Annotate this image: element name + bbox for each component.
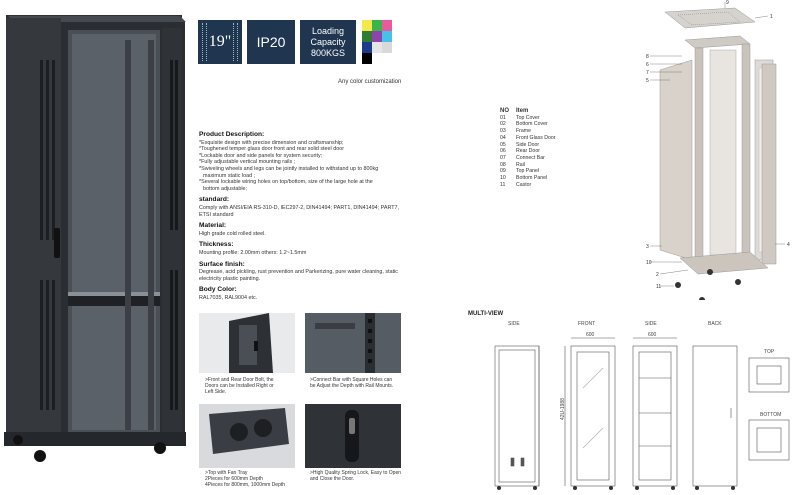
item-no: 11 (500, 181, 506, 188)
color-heading: Body Color: (199, 286, 237, 294)
item-no: 09 (500, 168, 506, 175)
material-heading: Material: (199, 222, 227, 230)
item-name: Front Glass Door (516, 134, 556, 141)
part-number-label: 8 (646, 54, 649, 60)
view-label-back: BACK (708, 321, 722, 327)
color-swatch (362, 42, 372, 53)
thickness-heading: Thickness: (199, 241, 234, 249)
item-row (500, 182, 556, 189)
loading-line-2: Capacity (310, 36, 346, 47)
caption-line: >Connect Bar with Square Holes can (310, 377, 393, 383)
item-no: 08 (500, 161, 506, 168)
color-swatch-grid (362, 20, 392, 64)
color-text: RAL7035, RAL9004 etc. (199, 294, 258, 301)
item-row (500, 148, 556, 155)
item-row (500, 135, 556, 142)
width-dimension: 600 (586, 332, 595, 338)
caption-line: Doors can be Installed Right or (205, 383, 274, 389)
item-name: Bottom Cover (516, 121, 548, 128)
product-line: *Lockable door and side panels for system security; (199, 152, 323, 159)
item-name: Rail (516, 161, 525, 168)
color-swatch (372, 31, 382, 42)
product-description (199, 129, 409, 301)
part-number-label: 1 (770, 14, 773, 20)
loading-line-3: 800KGS (310, 47, 345, 58)
item-no: 06 (500, 148, 506, 155)
fan-tray-photo (199, 404, 295, 468)
bottom-view-label: BOTTOM (760, 412, 782, 418)
item-table (500, 108, 556, 188)
color-swatch (372, 20, 382, 31)
item-row (500, 175, 556, 182)
color-swatch (372, 42, 382, 53)
view-label-front: FRONT (578, 321, 596, 327)
caption-line: be Adjust the Depth with Rail Mounts. (310, 383, 394, 389)
product-line: *Swiveling wheels and legs can be jointly installed to withstand up to 800kg (199, 165, 379, 172)
item-row (500, 168, 556, 175)
loading-capacity-badge (300, 20, 356, 64)
color-swatch (362, 20, 372, 31)
caption-line: and Close the Door. (310, 476, 355, 482)
spring-lock-photo (305, 404, 401, 468)
customization-caption: Any color customization (338, 79, 402, 85)
rack-size-text: 19" (208, 33, 232, 50)
surface-text: Degrease, acid pickling, rust prevention and Parkerizing, pure water cleaning, static electricity plastic painting. (199, 269, 398, 282)
multi-view-title: MULTI-VIEW (468, 311, 504, 317)
rack-size-badge (198, 20, 242, 64)
caption-line: >Top with Fan Tray (205, 470, 248, 476)
top-view-label: TOP (764, 349, 775, 355)
item-no: 05 (500, 141, 506, 148)
color-swatch (382, 53, 392, 64)
product-line: maximum static load ; (203, 172, 256, 179)
color-swatch (362, 31, 372, 42)
product-line: bottom adjustable; (203, 185, 248, 192)
part-number-label: 9 (726, 0, 729, 6)
part-number-label: 4 (787, 242, 790, 248)
door-bolt-photo (199, 313, 295, 373)
caption-line: >High Quality Spring Lock, Easy to Open (310, 470, 402, 476)
item-no: 04 (500, 134, 506, 141)
spring-lock-illustration (305, 404, 401, 468)
product-line: *Exquisite design with precise dimension and craftsmanship; (199, 139, 344, 146)
ip-rating-text: IP20 (256, 34, 286, 50)
item-no: 07 (500, 154, 506, 161)
part-number-label: 3 (646, 244, 649, 250)
multi-view-drawing (485, 328, 795, 493)
item-name: Rear Door (516, 148, 540, 155)
item-row (500, 155, 556, 162)
depth-dimension: 600 (648, 332, 657, 338)
item-table-header (500, 108, 556, 115)
item-row (500, 142, 556, 149)
item-name: Castor (516, 181, 532, 188)
view-label-side-right: SIDE (645, 321, 657, 327)
item-name: Top Panel (516, 168, 540, 175)
connect-bar-illustration (305, 313, 401, 373)
color-swatch (382, 31, 392, 42)
product-line: *Toughened temper glass door front and rear solid steel door (199, 146, 345, 153)
item-no: 03 (500, 128, 506, 135)
item-name: Bottom Panel (516, 175, 548, 182)
item-no: 02 (500, 121, 506, 128)
height-dimension: 42U-1988 (560, 398, 566, 420)
item-row (500, 115, 556, 122)
connect-bar-photo (305, 313, 401, 373)
color-swatch (372, 53, 382, 64)
part-number-label: 6 (646, 62, 649, 68)
part-number-label: 2 (656, 272, 659, 278)
part-number-label: 5 (646, 78, 649, 84)
product-line: *Fully adjustable vertical mounting rails ; (199, 159, 296, 166)
exploded-view-diagram (610, 0, 800, 300)
part-number-label: 10 (646, 260, 652, 266)
item-name: Connect Bar (516, 154, 545, 161)
item-name: Side Door (516, 141, 540, 148)
fan-tray-caption (205, 470, 285, 488)
loading-line-1: Loading (311, 25, 345, 36)
product-line: *Several lockable wiring holes on top/bottom, size of the large hole at the (199, 179, 373, 186)
color-swatch (382, 20, 392, 31)
spring-lock-caption (310, 470, 401, 482)
header-item: Item (516, 108, 529, 114)
surface-heading: Surface finish: (199, 260, 245, 268)
material-text: High grade cold rolled steel. (199, 230, 266, 237)
caption-line: 2Pieces for 600mm Depth (205, 476, 263, 482)
part-number-label: 7 (646, 70, 649, 76)
cabinet-photo (0, 0, 190, 470)
color-swatch (382, 42, 392, 53)
item-row (500, 128, 556, 135)
view-label-side-left: SIDE (508, 321, 520, 327)
caption-line: Left Side. (205, 389, 227, 395)
color-swatch (362, 53, 372, 64)
item-name: Frame (516, 128, 531, 135)
caption-line: >Front and Rear Door Bolt, the (205, 377, 274, 383)
item-row (500, 162, 556, 169)
standard-text: Comply with ANSI/EIA RS-310-D, IEC297-2, DIN41494; PART1, DIN41494; PART7, ETSI standard (199, 204, 400, 218)
connect-bar-caption (310, 377, 393, 389)
caption-line: 4Pieces for 800mm, 1000mm Depth (205, 482, 286, 488)
fan-tray-illustration (199, 404, 295, 468)
door-bolt-caption (205, 377, 274, 395)
item-no: 01 (500, 114, 506, 121)
product-heading: Product Description: (199, 131, 265, 138)
standard-heading: standard: (199, 196, 230, 204)
part-number-label: 11 (656, 284, 662, 290)
header-no: NO (500, 108, 509, 114)
item-name: Top Cover (516, 114, 540, 121)
item-no: 10 (500, 175, 506, 182)
ip-rating-badge (247, 20, 295, 64)
door-bolt-illustration (199, 313, 295, 373)
thickness-text: Mounting profile: 2.00mm others: 1.2~1.5mm (199, 249, 307, 256)
item-row (500, 121, 556, 128)
